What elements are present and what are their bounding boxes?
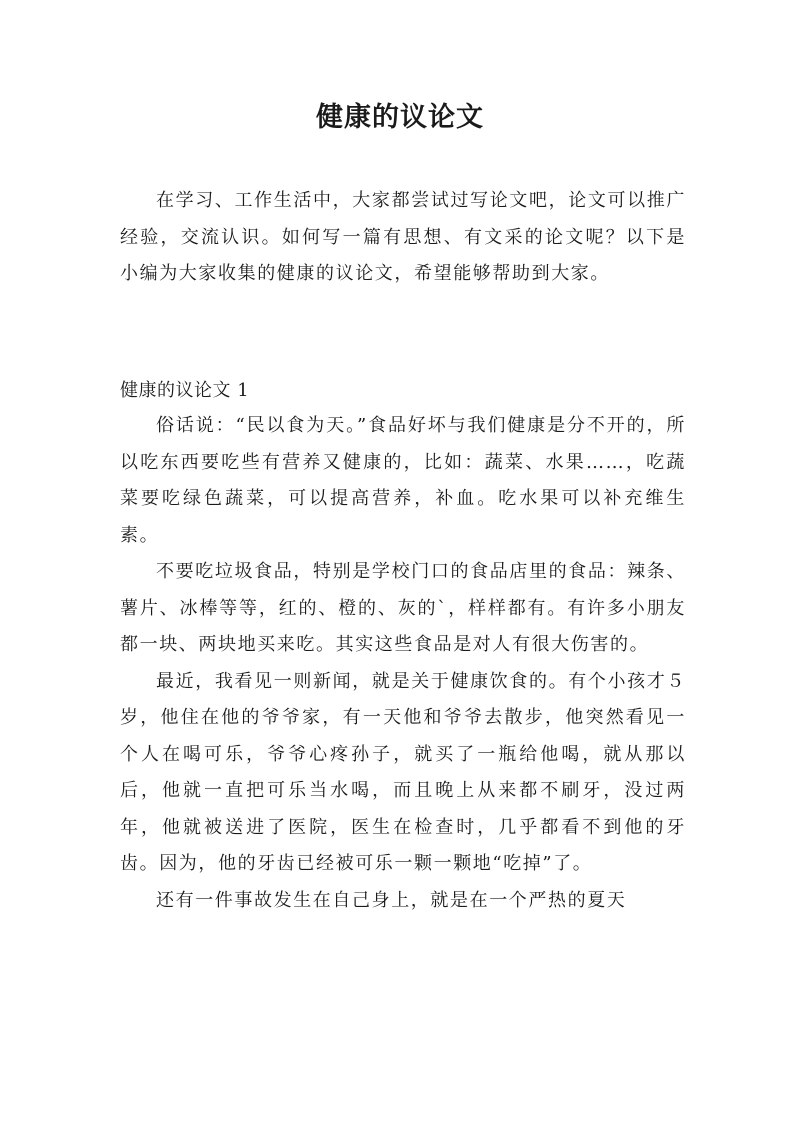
body-text — [120, 408, 686, 919]
section-heading: 健康的议论文 1 — [120, 380, 250, 401]
document-title: 健康的议论文 — [316, 102, 484, 133]
body-paragraph-3: 最近，我看见一则新闻，就是关于健康饮食的。有个小孩才５岁，他住在他的爷爷家，有一天他和爷爷去散步，他突然看见一个人在喝可乐，爷爷心疼孙子，就买了一瓶给他喝，就从那以后，他就一直把可乐当水喝，而且晚上从来都不刷牙，没过两年，他就被送进了医院，医生在检查时，几乎都看不到他的牙齿。因为，他的牙齿已经被可乐一颗一颗地“吃掉”了。 — [120, 670, 686, 874]
intro-paragraph: 在学习、工作生活中，大家都尝试过写论文吧，论文可以推广经验，交流认识。如何写一篇有思想、有文采的论文呢？以下是小编为大家收集的健康的议论文，希望能够帮助到大家。 — [120, 190, 686, 284]
body-paragraph-1: 俗话说：“民以食为天。”食品好坏与我们健康是分不开的，所以吃东西要吃些有营养又健康的，比如：蔬菜、水果……，吃蔬菜要吃绿色蔬菜，可以提高营养，补血。吃水果可以补充维生素。 — [120, 415, 686, 546]
intro-block — [120, 183, 686, 293]
body-paragraph-4: 还有一件事故发生在自己身上，就是在一个严热的夏天 — [156, 889, 627, 911]
body-paragraph-2: 不要吃垃圾食品，特别是学校门口的食品店里的食品：辣条、薯片、冰棒等等，红的、橙的、灰的`，样样都有。有许多小朋友都一块、两块地买来吃。其实这些食品是对人有很大伤害的。 — [120, 561, 686, 655]
